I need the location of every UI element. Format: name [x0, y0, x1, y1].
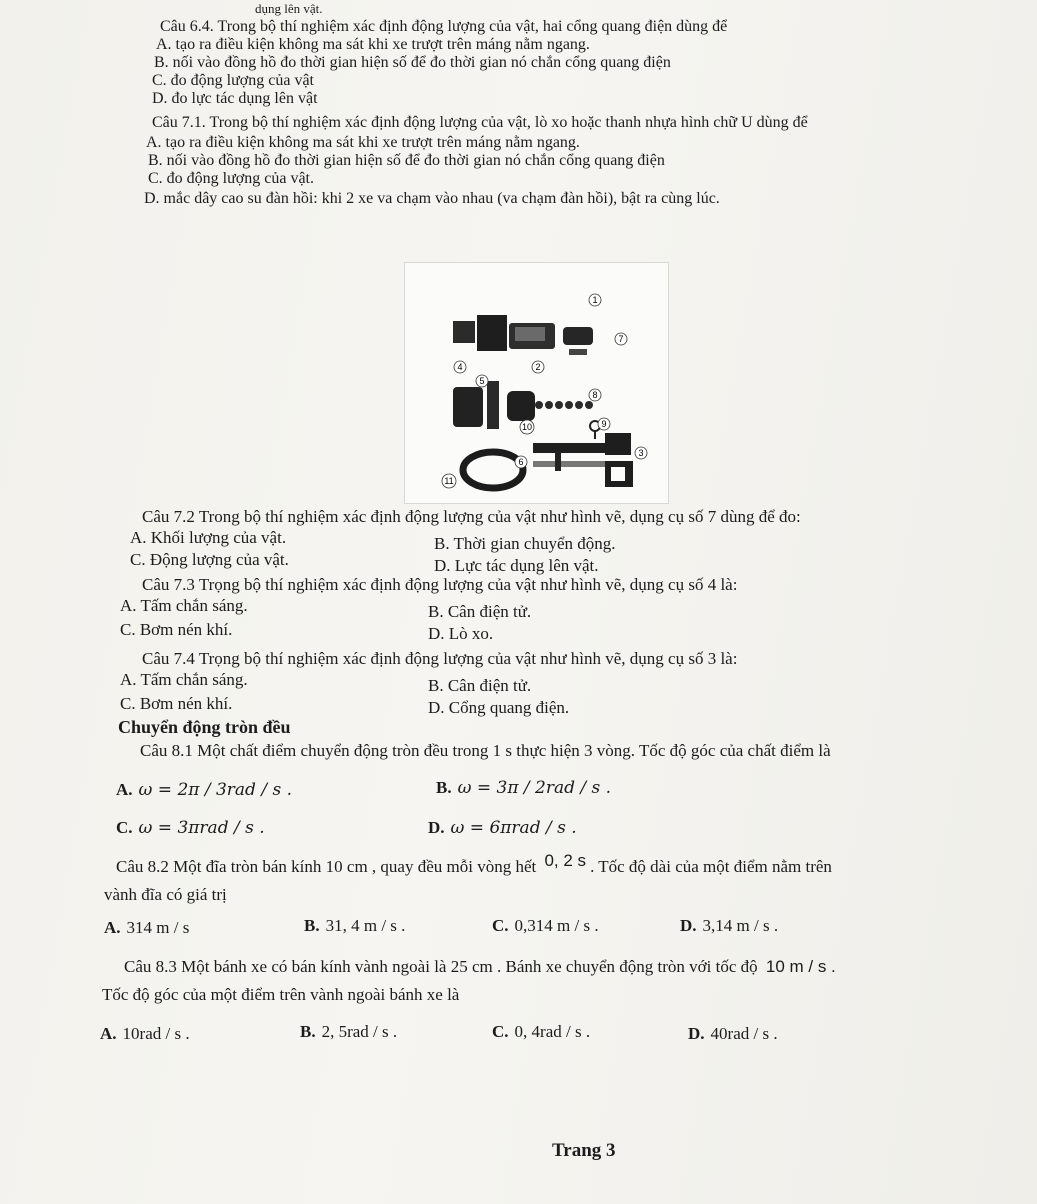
q81-b-text: ω = 3π / 2rad / s . — [457, 778, 612, 798]
q82-d-text: 3,14 m / s . — [702, 916, 779, 935]
q81-c-label: C. — [116, 818, 133, 837]
q83-b-label: B. — [300, 1022, 316, 1041]
q82-c-text: 0,314 m / s . — [514, 916, 599, 935]
page-number: Trang 3 — [552, 1140, 616, 1161]
q82-d-label: D. — [680, 916, 697, 935]
q83-c-label: C. — [492, 1022, 509, 1041]
q64-stem: Câu 6.4. Trong bộ thí nghiệm xác định động lượng của vật, hai cổng quang điện dùng để — [160, 18, 728, 35]
experiment-apparatus-image — [405, 263, 668, 503]
q83-c-text: 0, 4rad / s . — [514, 1022, 591, 1041]
q82-a-text: 314 m / s — [126, 918, 190, 937]
q71-option-a: A. tạo ra điều kiện không ma sát khi xe trượt trên máng nằm ngang. — [146, 134, 580, 151]
q72-option-b: B. Thời gian chuyển động. — [434, 534, 616, 553]
q81-d-label: D. — [428, 818, 445, 837]
q81-a-label: A. — [116, 780, 133, 799]
q83-option-b — [300, 1022, 397, 1042]
q82-stem-line2: vành đĩa có giá trị — [104, 885, 227, 904]
figure-label-8: 8 — [592, 390, 598, 400]
q83-stem-part1: Câu 8.3 Một bánh xe có bán kính vành ngoài là 25 cm . Bánh xe chuyển động tròn với tốc độ — [124, 957, 758, 976]
q64-option-a: A. tạo ra điều kiện không ma sát khi xe trượt trên máng nằm ngang. — [156, 36, 590, 53]
q82-option-a — [104, 918, 189, 938]
q64-option-d: D. đo lực tác dụng lên vật — [152, 90, 318, 107]
q74-stem: Câu 7.4 Trọng bộ thí nghiệm xác định động lượng của vật như hình vẽ, dụng cụ số 3 là: — [142, 649, 738, 668]
q83-a-text: 10rad / s . — [122, 1024, 190, 1043]
q71-option-b: B. nối vào đồng hồ đo thời gian hiện số để đo thời gian nó chắn cổng quang điện — [148, 152, 665, 169]
q71-stem: Câu 7.1. Trong bộ thí nghiệm xác định động lượng của vật, lò xo hoặc thanh nhựa hình chữ U dùng để — [152, 114, 808, 131]
q64-option-b: B. nối vào đồng hồ đo thời gian hiện số để đo thời gian nó chắn cổng quang điện — [154, 54, 671, 71]
figure-label-10: 10 — [521, 422, 533, 432]
q74-option-a: A. Tấm chắn sáng. — [120, 670, 248, 689]
q83-option-a — [100, 1024, 190, 1044]
q81-d-text: ω = 6πrad / s . — [450, 818, 577, 838]
q82-option-b — [304, 916, 405, 936]
figure-label-9: 9 — [601, 419, 607, 429]
q83-stem-line2: Tốc độ góc của một điểm trên vành ngoài bánh xe là — [102, 985, 460, 1004]
q83-stem-speed: 10 m / s . — [765, 957, 836, 976]
q72-stem: Câu 7.2 Trong bộ thí nghiệm xác định động lượng của vật như hình vẽ, dụng cụ số 7 dùng để đo: — [142, 507, 801, 526]
q64-option-c: C. đo động lượng của vật — [152, 72, 314, 89]
q73-option-d: D. Lò xo. — [428, 624, 494, 643]
figure-label-7: 7 — [618, 334, 624, 344]
header-fragment: dụng lên vật. — [255, 1, 323, 16]
q83-stem — [124, 958, 836, 976]
q83-option-d — [688, 1024, 778, 1044]
q81-stem: Câu 8.1 Một chất điểm chuyển động tròn đều trong 1 s thực hiện 3 vòng. Tốc độ góc của chất điểm là — [140, 741, 831, 760]
figure-label-1: 1 — [592, 295, 598, 305]
q81-c-text: ω = 3πrad / s . — [138, 818, 265, 838]
q82-option-c — [492, 916, 599, 936]
q82-c-label: C. — [492, 916, 509, 935]
q82-stem — [116, 851, 832, 876]
figure-label-3: 3 — [638, 448, 644, 458]
q83-d-text: 40rad / s . — [710, 1024, 778, 1043]
q83-a-label: A. — [100, 1024, 117, 1043]
q74-option-c: C. Bơm nén khí. — [120, 694, 233, 713]
figure-label-2: 2 — [535, 362, 541, 372]
q82-stem-time: 0, 2 s — [544, 851, 587, 870]
q73-option-c: C. Bơm nén khí. — [120, 620, 233, 639]
q73-stem: Câu 7.3 Trọng bộ thí nghiệm xác định động lượng của vật như hình vẽ, dụng cụ số 4 là: — [142, 575, 738, 594]
figure-label-5: 5 — [479, 376, 485, 386]
q82-stem-part2: . Tốc độ dài của một điểm nằm trên — [590, 857, 832, 876]
q82-stem-part1: Câu 8.2 Một đĩa tròn bán kính 10 cm , quay đều mỗi vòng hết — [116, 857, 537, 876]
q73-option-a: A. Tấm chắn sáng. — [120, 596, 248, 615]
q72-option-c: C. Động lượng của vật. — [130, 550, 289, 569]
q83-d-label: D. — [688, 1024, 705, 1043]
q71-option-d: D. mắc dây cao su đàn hồi: khi 2 xe va chạm vào nhau (va chạm đàn hồi), bật ra cùng lúc. — [144, 190, 720, 207]
q81-option-d — [428, 818, 577, 838]
figure-label-6: 6 — [518, 457, 524, 467]
q82-b-label: B. — [304, 916, 320, 935]
q71-option-c: C. đo động lượng của vật. — [148, 170, 314, 187]
q81-option-c — [116, 818, 265, 838]
q82-option-d — [680, 916, 778, 936]
q83-b-text: 2, 5rad / s . — [321, 1022, 398, 1041]
q81-option-a — [116, 780, 292, 800]
q72-option-a: A. Khối lượng của vật. — [130, 528, 287, 547]
section-title: Chuyển động tròn đều — [118, 717, 291, 737]
figure-label-4: 4 — [457, 362, 463, 372]
experiment-figure — [404, 262, 669, 504]
q81-b-label: B. — [436, 778, 452, 797]
q83-option-c — [492, 1022, 590, 1042]
figure-label-11: 11 — [444, 476, 454, 486]
q73-option-b: B. Cân điện tử. — [428, 602, 532, 621]
q82-b-text: 31, 4 m / s . — [325, 916, 406, 935]
q81-a-text: ω = 2π / 3rad / s . — [138, 780, 292, 800]
q72-option-d: D. Lực tác dụng lên vật. — [434, 556, 599, 575]
q74-option-b: B. Cân điện tử. — [428, 676, 532, 695]
q74-option-d: D. Cổng quang điện. — [428, 698, 570, 717]
q82-a-label: A. — [104, 918, 121, 937]
q81-option-b — [436, 778, 611, 798]
